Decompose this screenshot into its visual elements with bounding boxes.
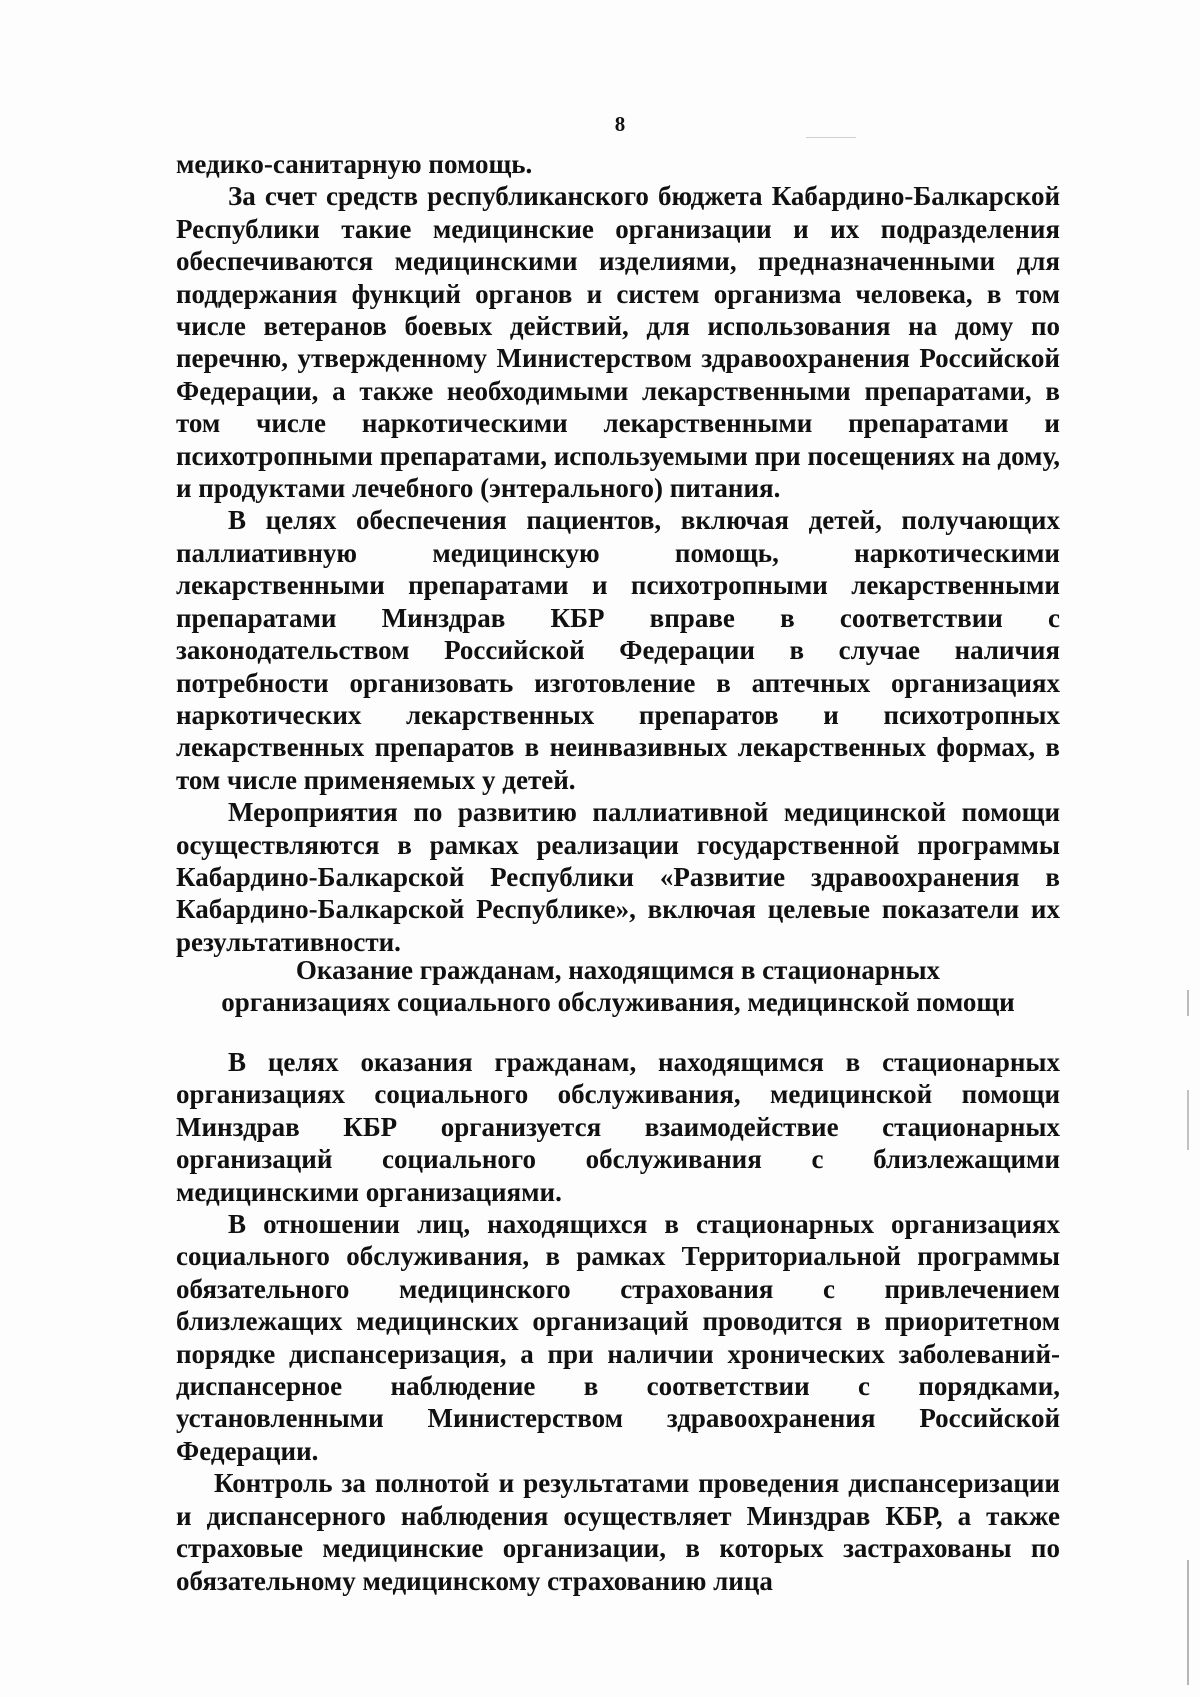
scan-artifact	[1187, 990, 1189, 1016]
scan-artifact	[1187, 1560, 1189, 1685]
paragraph-dispensary: В отношении лиц, находящихся в стационарных организациях социального обслуживания, в рамках Территориальной программы обязательного медицинского страхования с привлечением близлежащих медицинских организаций проводится в приоритетном порядке диспансеризация, а при наличии хронических заболеваний-диспансерное наблюдение в соответствии с порядками, установленными Министерством здравоохранения Российской Федерации.	[176, 1209, 1060, 1466]
paragraph-budget-funding: За счет средств республиканского бюджета Кабардино-Балкарской Республики такие медицинские организации и их подразделения обеспечиваются медицинскими изделиями, предназначенными для поддержания функций органов и систем организма человека, в том числе ветеранов боевых действий, для использования на дому по перечню, утвержденному Министерством здравоохранения Российской Федерации, а также необходимыми лекарственными препаратами, в том числе наркотическими лекарственными препаратами и психотропными препаратами, используемыми при посещениях на дому, и продуктами лечебного (энтерального) питания.	[176, 181, 1060, 504]
body-text-lower	[176, 1046, 1060, 1597]
section-heading-line-1: Оказание гражданам, находящимся в стационарных	[295, 955, 941, 985]
paragraph-social-institutions: В целях оказания гражданам, находящимся в стационарных организациях социального обслуживания, медицинской помощи Минздрав КБР организуется взаимодействие стационарных организаций социального обслуживания с близлежащими медицинскими организациями.	[176, 1047, 1060, 1207]
body-text-upper	[176, 148, 1060, 958]
scan-artifact	[1187, 1090, 1189, 1150]
paragraph-palliative-development: Мероприятия по развитию паллиативной медицинской помощи осуществляются в рамках реализации государственной программы Кабардино-Балкарской Республики «Развитие здравоохранения в Кабардино-Балкарской Республике», включая целевые показатели их результативности.	[176, 797, 1060, 957]
section-heading-line-2: организациях социального обслуживания, медицинской помощи	[221, 987, 1015, 1017]
section-heading	[176, 954, 1060, 1018]
scan-artifact	[806, 137, 856, 138]
paragraph-narcotic-supply: В целях обеспечения пациентов, включая детей, получающих паллиативную медицинскую помощь, наркотическими лекарственными препаратами и психотропными лекарственными препаратами Минздрав КБР вправе в соответствии с законодательством Российской Федерации в случае наличия потребности организовать изготовление в аптечных организациях наркотических лекарственных препаратов и психотропных лекарственных препаратов в неинвазивных лекарственных формах, в том числе применяемых у детей.	[176, 505, 1060, 795]
paragraph-control: Контроль за полнотой и результатами проведения диспансеризации и диспансерного наблюдения осуществляет Минздрав КБР, а также страховые медицинские организации, в которых застрахованы по обязательному медицинскому страхованию лица	[176, 1468, 1060, 1596]
page-number: 8	[614, 112, 626, 136]
paragraph-continuation: медико-санитарную помощь.	[176, 149, 533, 179]
